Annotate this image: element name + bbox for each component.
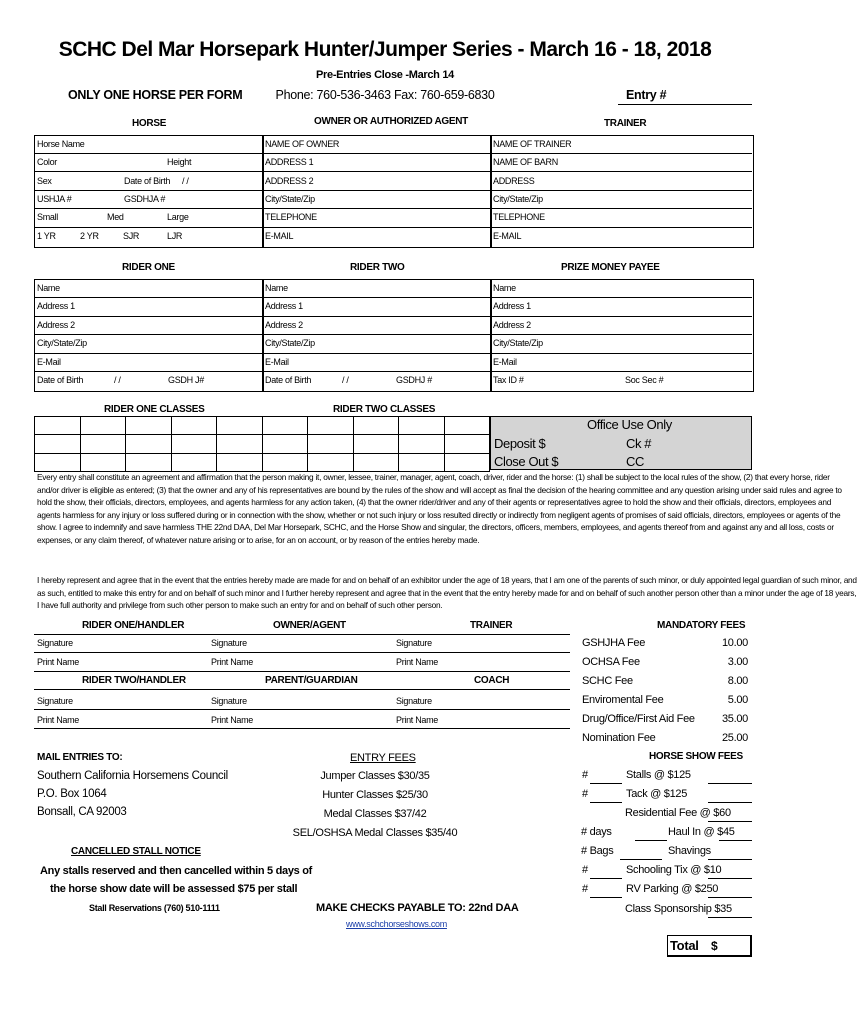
mandatory-fees-heading: MANDATORY FEES	[657, 620, 746, 631]
fee-label: GSHJHA Fee	[582, 637, 646, 649]
payee-address1-field[interactable]: Address 1	[493, 301, 531, 311]
gsdhja-field[interactable]: GSDHJA #	[124, 194, 166, 204]
cc-label: CC	[626, 454, 644, 469]
trainer-city-field[interactable]: City/State/Zip	[493, 194, 543, 204]
horse-table	[34, 135, 264, 248]
days-label: # days	[581, 826, 612, 838]
class-cell[interactable]	[444, 417, 490, 435]
pre-entries-close: Pre-Entries Close -March 14	[315, 69, 454, 81]
trainer-name-field[interactable]: NAME OF TRAINER	[493, 139, 572, 149]
entry-fee-item: Hunter Classes $25/30	[322, 789, 428, 801]
class-cell[interactable]	[80, 453, 126, 471]
class-cell[interactable]	[35, 417, 81, 435]
rider-one-signature-field[interactable]: Signature	[37, 638, 73, 648]
horse-show-fees-heading: HORSE SHOW FEES	[649, 751, 743, 762]
phone-fax: Phone: 760-536-3463 Fax: 760-659-6830	[275, 88, 495, 102]
shavings-amount-field[interactable]	[708, 859, 752, 860]
class-cell[interactable]	[35, 435, 81, 453]
entry-number-field[interactable]	[618, 104, 752, 105]
stall-notice-heading: CANCELLED STALL NOTICE	[71, 846, 201, 857]
entry-number-label: Entry #	[626, 88, 667, 102]
horse-name-field[interactable]: Horse Name	[37, 139, 85, 149]
entry-fee-item: Jumper Classes $30/35	[320, 770, 430, 782]
website-link[interactable]: www.schchorseshows.com	[346, 919, 447, 929]
owner-table	[262, 135, 492, 248]
fee-value: 5.00	[727, 694, 748, 706]
rider-two-classes-heading: RIDER TWO CLASSES	[333, 404, 436, 415]
class-cell[interactable]	[399, 417, 445, 435]
tack-qty-field[interactable]	[590, 802, 622, 803]
class-cell[interactable]	[262, 453, 308, 471]
trainer-table	[490, 135, 754, 248]
rider-two-handler-heading: RIDER TWO/HANDLER	[82, 675, 186, 686]
rider-one-address1-field[interactable]: Address 1	[37, 301, 75, 311]
mail-address-line: Bonsall, CA 92003	[37, 806, 127, 818]
rider-one-dob-slashes: / /	[114, 375, 121, 385]
rider-two-gsdhj-field[interactable]: GSDHJ #	[396, 375, 432, 385]
age-1yr[interactable]: 1 YR	[37, 231, 56, 241]
barn-name-field[interactable]: NAME OF BARN	[493, 157, 558, 167]
rv-qty-field[interactable]	[590, 897, 622, 898]
class-cell[interactable]	[171, 417, 217, 435]
class-cell[interactable]	[80, 435, 126, 453]
class-cell[interactable]	[308, 453, 354, 471]
mail-address-line: Southern California Horsemens Council	[37, 770, 228, 782]
rider-two-dob-slashes: / /	[342, 375, 349, 385]
rider-two-address1-field[interactable]: Address 1	[265, 301, 303, 311]
class-cell[interactable]	[308, 435, 354, 453]
class-cell[interactable]	[399, 435, 445, 453]
owner-signature-field[interactable]: Signature	[211, 638, 247, 648]
rider-one-print-name-field[interactable]: Print Name	[37, 657, 80, 667]
class-cell[interactable]	[353, 453, 399, 471]
rider-one-name-field[interactable]: Name	[37, 283, 60, 293]
parent-guardian-heading: PARENT/GUARDIAN	[265, 675, 358, 686]
fee-label: Nomination Fee	[582, 732, 656, 744]
class-cell[interactable]	[444, 435, 490, 453]
stall-notice-line2: the horse show date will be assessed $75 per stall	[50, 883, 298, 895]
owner-name-field[interactable]: NAME OF OWNER	[265, 139, 340, 149]
size-small[interactable]: Small	[37, 212, 59, 222]
class-cell[interactable]	[126, 435, 172, 453]
haul-in-amount-field[interactable]	[719, 840, 752, 841]
horse-sex-field[interactable]: Sex	[37, 176, 52, 186]
class-cell[interactable]	[126, 453, 172, 471]
class-cell[interactable]	[80, 417, 126, 435]
size-med[interactable]: Med	[107, 212, 124, 222]
prize-money-table	[490, 279, 754, 392]
bags-field[interactable]	[620, 859, 662, 860]
payee-email-field[interactable]: E-Mail	[493, 357, 517, 367]
rider-two-print-name-field[interactable]: Print Name	[37, 715, 80, 725]
stall-reservations: Stall Reservations (760) 510-1111	[89, 903, 220, 913]
horse-dob-slashes: / /	[182, 176, 189, 186]
page-title: SCHC Del Mar Horsepark Hunter/Jumper Series - March 16 - 18, 2018	[58, 38, 712, 61]
class-cell[interactable]	[262, 417, 308, 435]
total-label: Total	[670, 938, 699, 953]
fee-value: 10.00	[721, 637, 748, 649]
owner-address2-field[interactable]: ADDRESS 2	[265, 176, 314, 186]
owner-email-field[interactable]: E-MAIL	[265, 231, 294, 241]
class-cell[interactable]	[399, 453, 445, 471]
residential-amount-field[interactable]	[708, 821, 752, 822]
horse-height-field[interactable]: Height	[167, 157, 192, 167]
schooling-amount-field[interactable]	[708, 878, 752, 879]
payee-tax-id-field[interactable]: Tax ID #	[493, 375, 524, 385]
coach-signature-field[interactable]: Signature	[396, 696, 432, 706]
office-use-title: Office Use Only	[587, 417, 672, 432]
prize-money-heading: PRIZE MONEY PAYEE	[561, 262, 660, 273]
minor-agreement-text: I hereby represent and agree that in the event that the entries hereby made are made for and on behalf of an exhibitor under the age of 18 years, that I am one of the parents of such minor, or duly appointed legal guardian of such minor, and as such, entitled to make this entry for and on behalf of such minor and I further hereby represent and agree that in the event that the entry hereby made for and on behalf of such another person other than a minor under the age of 18 years, I have full authority and privilege from such other person to make such an entry for and on behalf of such other person.	[37, 575, 857, 610]
entry-fee-item: Medal Classes $37/42	[323, 808, 427, 820]
rider-one-address2-field[interactable]: Address 2	[37, 320, 75, 330]
total-dollar: $	[711, 939, 718, 953]
owner-address1-field[interactable]: ADDRESS 1	[265, 157, 314, 167]
stalls-amount-field[interactable]	[708, 783, 752, 784]
rider-two-name-field[interactable]: Name	[265, 283, 288, 293]
stall-notice-line1: Any stalls reserved and then cancelled within 5 days of	[40, 865, 313, 877]
parent-print-name-field[interactable]: Print Name	[211, 715, 254, 725]
schooling-label: Schooling Tix @ $10	[626, 864, 722, 876]
fee-label: Enviromental Fee	[582, 694, 664, 706]
rider-one-email-field[interactable]: E-Mail	[37, 357, 61, 367]
schooling-hash: #	[582, 864, 588, 876]
rider-two-signature-field[interactable]: Signature	[37, 696, 73, 706]
rider-two-dob-field[interactable]: Date of Birth	[265, 375, 312, 385]
age-sjr[interactable]: SJR	[123, 231, 140, 241]
owner-telephone-field[interactable]: TELEPHONE	[265, 212, 317, 222]
close-out-label: Close Out $	[494, 454, 559, 469]
payee-address2-field[interactable]: Address 2	[493, 320, 531, 330]
age-ljr[interactable]: LJR	[167, 231, 183, 241]
fee-label: OCHSA Fee	[582, 656, 640, 668]
class-cell[interactable]	[308, 417, 354, 435]
rider-one-classes-heading: RIDER ONE CLASSES	[104, 404, 205, 415]
owner-city-field[interactable]: City/State/Zip	[265, 194, 315, 204]
payee-ssn-field[interactable]: Soc Sec #	[625, 375, 664, 385]
fee-label: Drug/Office/First Aid Fee	[582, 713, 695, 725]
rider-two-address2-field[interactable]: Address 2	[265, 320, 303, 330]
shavings-label: Shavings	[668, 845, 711, 857]
trainer-heading: TRAINER	[604, 118, 647, 129]
class-cell[interactable]	[171, 435, 217, 453]
haul-in-label: Haul In @ $45	[668, 826, 735, 838]
rider-one-gsdhj-field[interactable]: GSDH J#	[168, 375, 204, 385]
stalls-qty-field[interactable]	[590, 783, 622, 784]
entry-fee-item: SEL/OSHSA Medal Classes $35/40	[292, 827, 458, 839]
stalls-label: Stalls @ $125	[626, 769, 691, 781]
parent-signature-field[interactable]: Signature	[211, 696, 247, 706]
days-field[interactable]	[635, 840, 667, 841]
horse-dob-field[interactable]: Date of Birth	[124, 176, 171, 186]
coach-heading: COACH	[474, 675, 510, 686]
bags-label: # Bags	[581, 845, 614, 857]
fee-value: 8.00	[727, 675, 748, 687]
rv-parking-label: RV Parking @ $250	[626, 883, 719, 895]
horse-heading: HORSE	[132, 118, 167, 129]
class-sponsorship-label: Class Sponsorship $35	[625, 903, 732, 915]
owner-heading: OWNER OR AUTHORIZED AGENT	[314, 116, 468, 127]
rider-two-email-field[interactable]: E-Mail	[265, 357, 289, 367]
rider-one-city-field[interactable]: City/State/Zip	[37, 338, 87, 348]
schooling-qty-field[interactable]	[590, 878, 622, 879]
trainer-print-name-field[interactable]: Print Name	[396, 657, 439, 667]
rider-two-heading: RIDER TWO	[350, 262, 405, 273]
class-cell[interactable]	[171, 453, 217, 471]
checks-payable: MAKE CHECKS PAYABLE TO: 22nd DAA	[316, 902, 519, 914]
trainer-telephone-field[interactable]: TELEPHONE	[493, 212, 545, 222]
size-large[interactable]: Large	[167, 212, 189, 222]
class-cell[interactable]	[217, 417, 263, 435]
rider-one-heading: RIDER ONE	[122, 262, 175, 273]
tack-amount-field[interactable]	[708, 802, 752, 803]
mail-entries-heading: MAIL ENTRIES TO:	[37, 752, 123, 763]
one-horse-notice: ONLY ONE HORSE PER FORM	[68, 88, 243, 102]
fee-value: 3.00	[727, 656, 748, 668]
coach-print-name-field[interactable]: Print Name	[396, 715, 439, 725]
owner-print-name-field[interactable]: Print Name	[211, 657, 254, 667]
class-cell[interactable]	[353, 417, 399, 435]
owner-agent-heading: OWNER/AGENT	[273, 620, 346, 631]
age-2yr[interactable]: 2 YR	[80, 231, 99, 241]
stalls-hash: #	[582, 769, 588, 781]
class-cell[interactable]	[35, 453, 81, 471]
class-cell[interactable]	[353, 435, 399, 453]
fee-value: 25.00	[721, 732, 748, 744]
deposit-label: Deposit $	[494, 436, 546, 451]
trainer-sig-heading: TRAINER	[470, 620, 513, 631]
class-cell[interactable]	[262, 435, 308, 453]
class-cell[interactable]	[444, 453, 490, 471]
fee-value: 35.00	[721, 713, 748, 725]
tack-hash: #	[582, 788, 588, 800]
mail-address-line: P.O. Box 1064	[37, 788, 107, 800]
class-cell[interactable]	[217, 435, 263, 453]
payee-name-field[interactable]: Name	[493, 283, 516, 293]
tack-label: Tack @ $125	[626, 788, 688, 800]
residential-fee-label: Residential Fee @ $60	[625, 807, 731, 819]
trainer-signature-field[interactable]: Signature	[396, 638, 432, 648]
fee-label: SCHC Fee	[582, 675, 633, 687]
rv-hash: #	[582, 883, 588, 895]
rider-two-city-field[interactable]: City/State/Zip	[265, 338, 315, 348]
trainer-address-field[interactable]: ADDRESS	[493, 176, 535, 186]
entry-fees-heading: ENTRY FEES	[350, 752, 416, 764]
rv-amount-field[interactable]	[708, 897, 752, 898]
rider-one-handler-heading: RIDER ONE/HANDLER	[82, 620, 185, 631]
payee-city-field[interactable]: City/State/Zip	[493, 338, 543, 348]
trainer-email-field[interactable]: E-MAIL	[493, 231, 522, 241]
horse-color-field[interactable]: Color	[37, 157, 58, 167]
sponsorship-amount-field[interactable]	[708, 917, 752, 918]
rider-one-dob-field[interactable]: Date of Birth	[37, 375, 84, 385]
class-cell[interactable]	[217, 453, 263, 471]
agreement-text: Every entry shall constitute an agreement and affirmation that the person making it, owner, lessee, trainer, manager, agent, coach, driver, rider and the horse: (1) shall be subject to the local rules of the show, (2) that every horse, rider and/or driver is eligible as entered; (3) that the owner and any of his representatives are bound by the rules of the show and will accept as final the decision of the hearing committee and any question arising under said rules and agree to hold the show, their officials, directors, employees, and agents harmless for any action taken, (4) that the owner rider/driver and any of their agents or representatives agree to hold the show and their officials, directors, employees and agents harmless for any injury or loss suffered during or in connection with the show, whether or not such injury or loss resulted directly or indirectly from negligent agents of promises of said officials, directors, employees or agents of the show. I agree to indemnify and save harmless THE 22nd DAA, Del Mar Horsepark, SCHC, and the Horse Show and singular, the directors, officers, members, employees, and agents thereof from and against any and all loss, costs or expenses, or any claim thereof, of whatever nature arising or to arise, for an on account, or by reason of the entries hereby made.	[37, 472, 842, 545]
class-cell[interactable]	[126, 417, 172, 435]
classes-grid	[34, 416, 490, 472]
ushja-field[interactable]: USHJA #	[37, 194, 72, 204]
check-number-label: Ck #	[626, 436, 652, 451]
